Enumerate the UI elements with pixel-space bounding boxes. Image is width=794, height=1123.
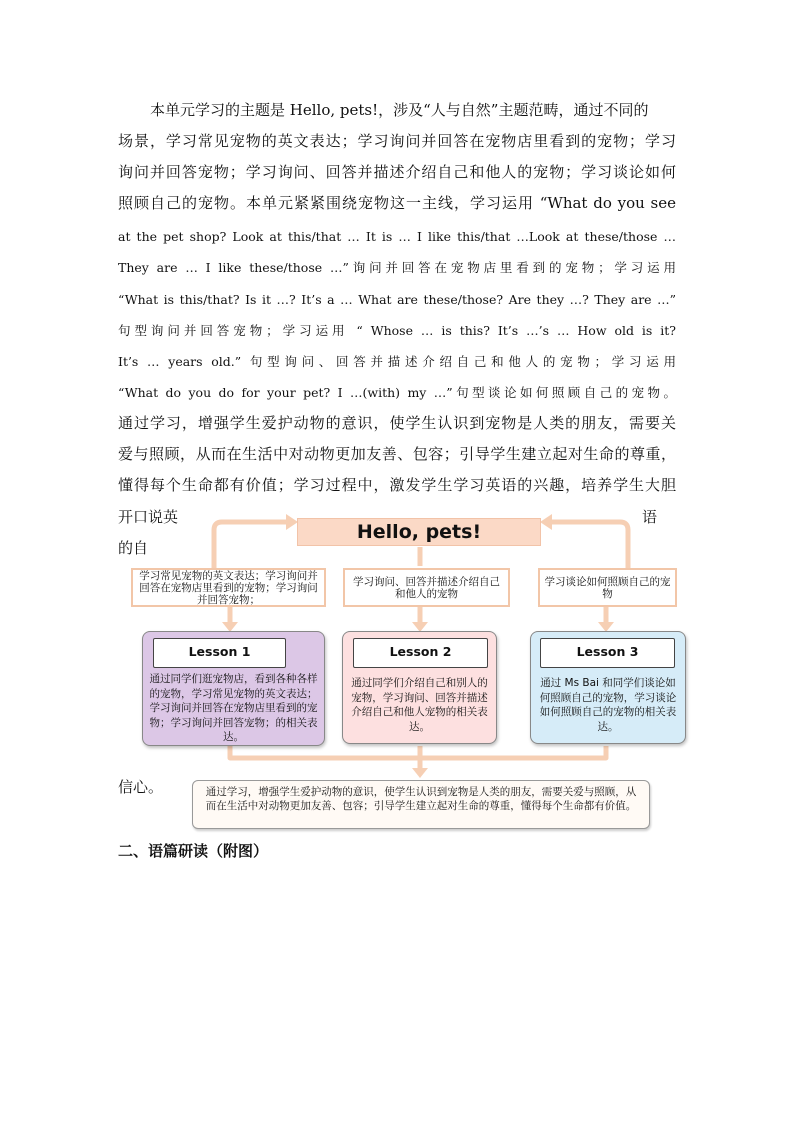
lesson-label-1: Lesson 1: [153, 638, 286, 668]
paragraph-line: 爱与照顾，从而在生活中对动物更加友善、包容；引导学生建立起对生命的尊重，: [118, 445, 676, 463]
lesson-text-3: 通过 Ms Bai 和同学们谈论如何照顾自己的宠物，学习谈论如何照顾自己的宠物的相关表达。: [539, 677, 677, 733]
lesson-box-1: [142, 631, 325, 746]
arrow-to-title-left: [214, 522, 287, 568]
paragraph-fragment: 信心。: [118, 778, 164, 796]
lesson-box-2: [342, 631, 497, 744]
lesson-label-2: Lesson 2: [353, 638, 488, 668]
diagram-title: Hello, pets!: [297, 518, 541, 546]
topic-box-2: [343, 568, 510, 607]
connector-lessons-bottom: [230, 746, 606, 758]
paragraph-line: at the pet shop? Look at this/that … It is … I like this/that …Look at these/those …: [118, 229, 676, 244]
topic-text-1: 学习常见宠物的英文表达；学习询问并回答在宠物店里看到的宠物；学习询问并回答宠物；: [139, 569, 318, 606]
lesson-box-3: [530, 631, 686, 744]
paragraph-line: 通过学习，增强学生爱护动物的意识，使学生认识到宠物是人类的朋友，需要关: [118, 414, 676, 432]
lesson-text-2: 通过同学们介绍自己和别人的宠物，学习询问、回答并描述介绍自己和他人宠物的相关表达。: [351, 677, 488, 733]
arrow-to-title-right: [551, 522, 628, 568]
section-heading: 二、语篇研读（附图）: [118, 842, 269, 860]
summary-text: 通过学习，增强学生爱护动物的意识，使学生认识到宠物是人类的朋友，需要关爱与照顾，从而在生活中对动物更加友善、包容；引导学生建立起对生命的尊重，懂得每个生命都有价值。: [205, 786, 637, 812]
paragraph-fragment: 语: [642, 508, 658, 526]
paragraph-line: 场景，学习常见宠物的英文表达；学习询问并回答在宠物店里看到的宠物；学习: [118, 132, 676, 150]
paragraph-line: “What is this/that? Is it …? It’s a … What are these/those? Are they …? They are …”: [118, 292, 676, 307]
topic-box-1: [131, 568, 326, 607]
paragraph-line: 照顾自己的宠物。本单元紧紧围绕宠物这一主线，学习运用 “What do you see: [118, 194, 676, 212]
paragraph-line: 句型询问并回答宠物；学习运用 “ Whose … is this? It’s …’s … How old is it?: [118, 323, 676, 338]
paragraph-line: 询问并回答宠物；学习询问、回答并描述介绍自己和他人的宠物；学习谈论如何: [118, 163, 676, 181]
lesson-label-3: Lesson 3: [540, 638, 675, 668]
topic-text-3: 学习谈论如何照顾自己的宠物: [544, 575, 671, 600]
paragraph-line: “What do you do for your pet? I …(with) my …”句型谈论如何照顾自己的宠物。: [118, 385, 676, 400]
paragraph-line: It’s … years old.” 句型询问、回答并描述介绍自己和他人的宠物；学习运用: [118, 354, 676, 369]
paragraph-line: 懂得每个生命都有价值；学习过程中，激发学生学习英语的兴趣，培养学生大胆: [118, 476, 676, 494]
paragraph-line: 本单元学习的主题是 Hello, pets!，涉及“人与自然”主题范畴，通过不同的: [150, 101, 649, 119]
paragraph-line: They are … I like these/those …”询问并回答在宠物店里看到的宠物；学习运用: [118, 260, 676, 275]
lesson-text-1: 通过同学们逛宠物店，看到各种各样的宠物，学习常见宠物的英文表达；学习询问并回答在宠物店里看到的宠物；学习询问并回答宠物；的相关表达。: [149, 673, 318, 743]
paragraph-fragment: 的自: [118, 539, 149, 557]
topic-box-3: [538, 568, 677, 607]
summary-box: [192, 780, 650, 829]
topic-text-2: 学习询问、回答并描述介绍自己和他人的宠物: [353, 575, 500, 600]
paragraph-fragment: 开口说英: [118, 508, 179, 526]
